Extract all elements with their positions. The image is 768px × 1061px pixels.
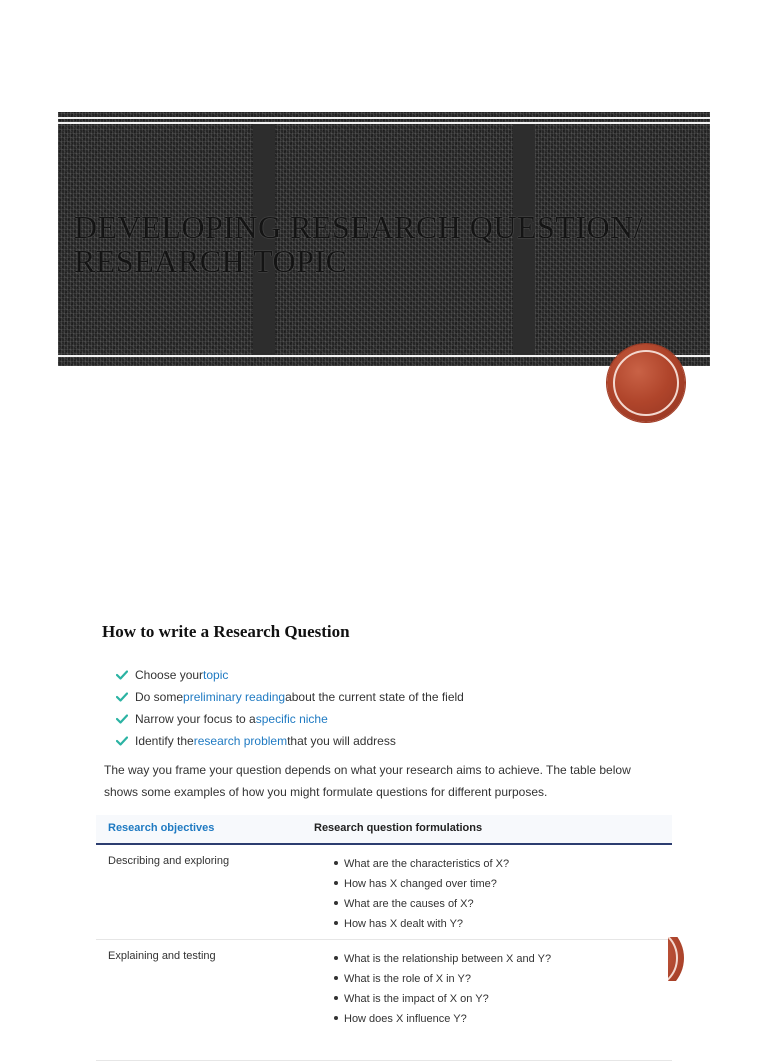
list-item	[334, 1009, 551, 1029]
bullet-icon	[334, 956, 338, 960]
step-link[interactable]: topic	[203, 668, 229, 682]
list-item	[116, 708, 464, 730]
list-item	[334, 949, 551, 969]
table-row	[96, 940, 672, 1061]
question-text: How has X dealt with Y?	[344, 918, 464, 930]
title-banner	[58, 112, 710, 366]
question-list	[334, 854, 509, 934]
step-text: that you will address	[287, 734, 396, 748]
bullet-icon	[334, 976, 338, 980]
list-item	[116, 664, 464, 686]
decorative-circle	[607, 344, 685, 422]
list-item	[116, 730, 464, 752]
step-text: Narrow your focus to a	[135, 712, 256, 726]
decorative-circle	[668, 937, 698, 981]
list-item	[334, 969, 551, 989]
decorative-circle-ring	[613, 350, 679, 416]
question-text: What is the relationship between X and Y?	[344, 953, 552, 965]
slide-title: DEVELOPING RESEARCH QUESTION/ RESEARCH TOPIC	[74, 209, 644, 279]
banner-rule	[58, 117, 710, 119]
banner-rule	[58, 122, 710, 124]
step-text: Do some	[135, 690, 184, 704]
list-item	[334, 914, 509, 934]
bullet-icon	[334, 996, 338, 1000]
list-item	[334, 989, 551, 1009]
objective-cell: Describing and exploring	[108, 855, 230, 867]
bullet-icon	[334, 861, 338, 865]
column-header-objectives: Research objectives	[108, 822, 215, 834]
question-text: What is the role of X in Y?	[344, 973, 471, 985]
step-text: about the current state of the field	[285, 690, 464, 704]
step-text: Choose your	[135, 668, 204, 682]
table-row	[96, 845, 672, 940]
check-icon	[116, 736, 128, 746]
question-text: What is the impact of X on Y?	[344, 993, 489, 1005]
list-item	[334, 894, 509, 914]
research-question-table	[96, 815, 672, 1061]
step-link[interactable]: research problem	[193, 734, 288, 748]
step-link[interactable]: specific niche	[255, 712, 328, 726]
list-item	[116, 686, 464, 708]
column-header-formulations: Research question formulations	[314, 822, 483, 834]
question-text: What are the characteristics of X?	[344, 858, 510, 870]
question-list	[334, 949, 551, 1029]
check-icon	[116, 670, 128, 680]
question-text: How has X changed over time?	[344, 878, 497, 890]
check-icon	[116, 692, 128, 702]
check-icon	[116, 714, 128, 724]
step-link[interactable]: preliminary reading	[183, 690, 286, 704]
section-heading: How to write a Research Question	[102, 622, 350, 641]
table-header	[96, 815, 672, 845]
banner-rule	[58, 355, 710, 357]
bullet-icon	[334, 881, 338, 885]
bullet-icon	[334, 1016, 338, 1020]
bullet-icon	[334, 901, 338, 905]
intro-paragraph: The way you frame your question depends on what your research aims to achieve. The table below shows some examples of how you might formulate questions for different purposes.	[104, 763, 631, 799]
list-item	[334, 854, 509, 874]
bullet-icon	[334, 921, 338, 925]
question-text: What are the causes of X?	[344, 898, 474, 910]
steps-list	[116, 664, 464, 752]
objective-cell: Explaining and testing	[108, 950, 216, 962]
list-item	[334, 874, 509, 894]
step-text: Identify the	[135, 734, 194, 748]
question-text: How does X influence Y?	[344, 1013, 467, 1025]
